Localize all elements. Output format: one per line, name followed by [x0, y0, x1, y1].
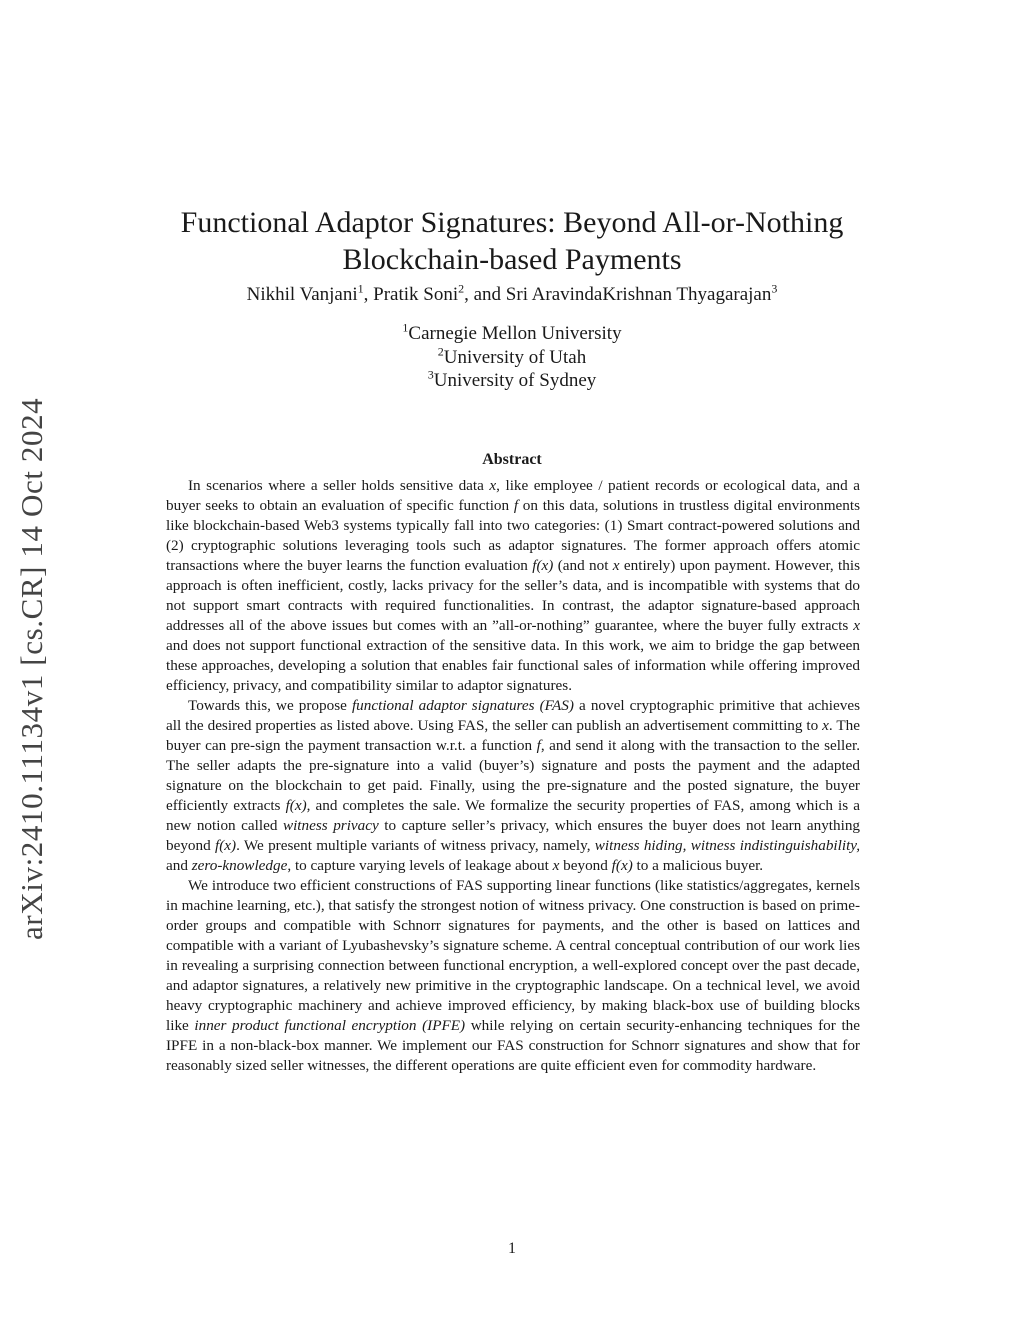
math-variable: x [822, 717, 829, 734]
text-run: a novel cryptographic primitive that achieves all the desired properties as listed above. Using FAS, the seller can publish an advertisement committing to [166, 697, 860, 734]
author-name: Pratik Soni [373, 284, 459, 305]
author-list [150, 283, 874, 307]
affiliation-marker: 1 [402, 320, 409, 335]
abstract-paragraph-3 [166, 876, 860, 1076]
text-run: , and send it along with the transaction to the seller. The seller adapts the pre-signature into a valid (buyer’s) signature and posts the payment and the adapted signature on the blockchain to get paid. Finally, using the pre-signature and the posted signature, the buyer efficiently extracts [166, 737, 860, 814]
text-run: and [166, 857, 192, 874]
arxiv-identifier-stamp: arXiv:2410.11134v1 [cs.CR] 14 Oct 2024 [14, 397, 49, 940]
abstract-paragraph-2 [166, 696, 860, 876]
author-name: Sri AravindaKrishnan Thyagarajan [505, 284, 772, 305]
affiliation [150, 346, 874, 370]
text-run: entirely) upon payment. However, this approach is often inefficient, costly, lacks privacy for the seller’s data, and is incompatible with systems that do not support smart contracts with required functionalities. In contrast, the adaptor signature-based approach addresses all of the above issues but comes with an ”all-or-nothing” guarantee, where the buyer fully extracts [166, 557, 860, 634]
emphasized-term: witness hiding, witness indistinguishability, [594, 837, 860, 854]
text-run: Towards this, we propose [188, 697, 352, 714]
author-affiliation-marker: 2 [458, 281, 465, 296]
emphasized-term: inner product functional encryption (IPFE) [194, 1017, 466, 1034]
math-expression: f(x) [285, 797, 307, 814]
affiliation [150, 369, 874, 393]
math-variable: f [513, 497, 519, 514]
page-number: 1 [508, 1240, 516, 1257]
math-expression: f(x) [611, 857, 633, 874]
affiliation-name: Carnegie Mellon University [408, 323, 622, 344]
affiliation-marker: 3 [427, 367, 434, 382]
emphasized-term: functional adaptor signatures (FAS) [351, 697, 574, 714]
math-variable: f [536, 737, 541, 754]
text-run: , to capture varying levels of leakage about [287, 857, 553, 874]
math-variable: x [612, 557, 620, 574]
affiliation-name: University of Utah [443, 346, 587, 368]
text-run: In scenarios where a seller holds sensitive data [188, 477, 490, 494]
math-variable: x [853, 617, 860, 634]
abstract-paragraph-1 [166, 476, 860, 696]
title-line-2: Blockchain-based Payments [342, 243, 682, 277]
text-run: (and not [553, 557, 613, 574]
affiliation-list [150, 322, 874, 393]
text-run: , and completes the sale. We formalize the security properties of FAS, among which is a new notion called [166, 797, 860, 834]
text-run: . The buyer can pre-sign the payment transaction w.r.t. a function [166, 717, 860, 754]
affiliation-marker: 2 [437, 344, 444, 359]
affiliation-name: University of Sydney [433, 370, 597, 391]
emphasized-term: witness privacy [282, 817, 379, 834]
abstract-body [166, 476, 860, 1076]
title-line-1: Functional Adaptor Signatures: Beyond All-or-Nothing [180, 206, 844, 240]
abstract-heading: Abstract [482, 451, 542, 468]
math-expression: f(x) [532, 557, 554, 574]
affiliation [150, 322, 874, 346]
author-affiliation-marker: 1 [357, 281, 364, 296]
text-run: beyond [559, 857, 612, 874]
text-run: to capture seller’s privacy, which ensures the buyer does not learn anything beyond [166, 817, 861, 854]
author-name: Nikhil Vanjani [246, 284, 358, 305]
author-affiliation-marker: 3 [771, 281, 778, 296]
math-variable: x [552, 857, 560, 874]
text-run: , like employee / patient records or ecological data, and a buyer seeks to obtain an evaluation of specific function [166, 477, 861, 514]
author-separator: , [363, 284, 374, 305]
text-run: We introduce two efficient constructions of FAS supporting linear functions (like statistics/aggregates, kernels in machine learning, etc.), that satisfy the strongest notion of witness privacy. One construction is based on prime-order groups and compatible with Schnorr signatures for payments, and the other is based on lattices and compatible with a variant of Lyubashevsky’s signature scheme. A central conceptual contribution of our work lies in revealing a surprising connection between functional encryption, a well-explored concept over the past decade, and adaptor signatures, a relatively new primitive in the cryptographic landscape. On a technical level, we avoid heavy cryptographic machinery and achieve improved efficiency, by making black-box use of building blocks like [166, 877, 860, 1034]
paper-title [150, 204, 874, 278]
math-variable: x [489, 477, 497, 494]
text-run: . We present multiple variants of witness privacy, namely, [236, 837, 595, 854]
math-expression: f(x) [215, 837, 237, 854]
text-run: to a malicious buyer. [632, 857, 764, 874]
text-run: while relying on certain security-enhancing techniques for the IPFE in a non-black-box manner. We implement our FAS construction for Schnorr signatures and show that for reasonably sized seller witnesses, the different operations are quite efficient even for commodity hardware. [166, 1017, 860, 1074]
author-separator: , and [464, 284, 506, 305]
emphasized-term: zero-knowledge [191, 857, 288, 874]
text-run: on this data, solutions in trustless digital environments like blockchain-based Web3 systems typically fall into two categories: (1) Smart contract-powered solutions and (2) cryptographic solutions leveraging tools such as adaptor signatures. The former approach offers atomic transactions where the buyer learns the function evaluation [166, 497, 860, 574]
text-run: and does not support functional extraction of the sensitive data. In this work, we aim to bridge the gap between these approaches, developing a solution that enables fair functional sales of information while offering improved efficiency, privacy, and compatibility similar to adaptor signatures. [166, 637, 860, 694]
